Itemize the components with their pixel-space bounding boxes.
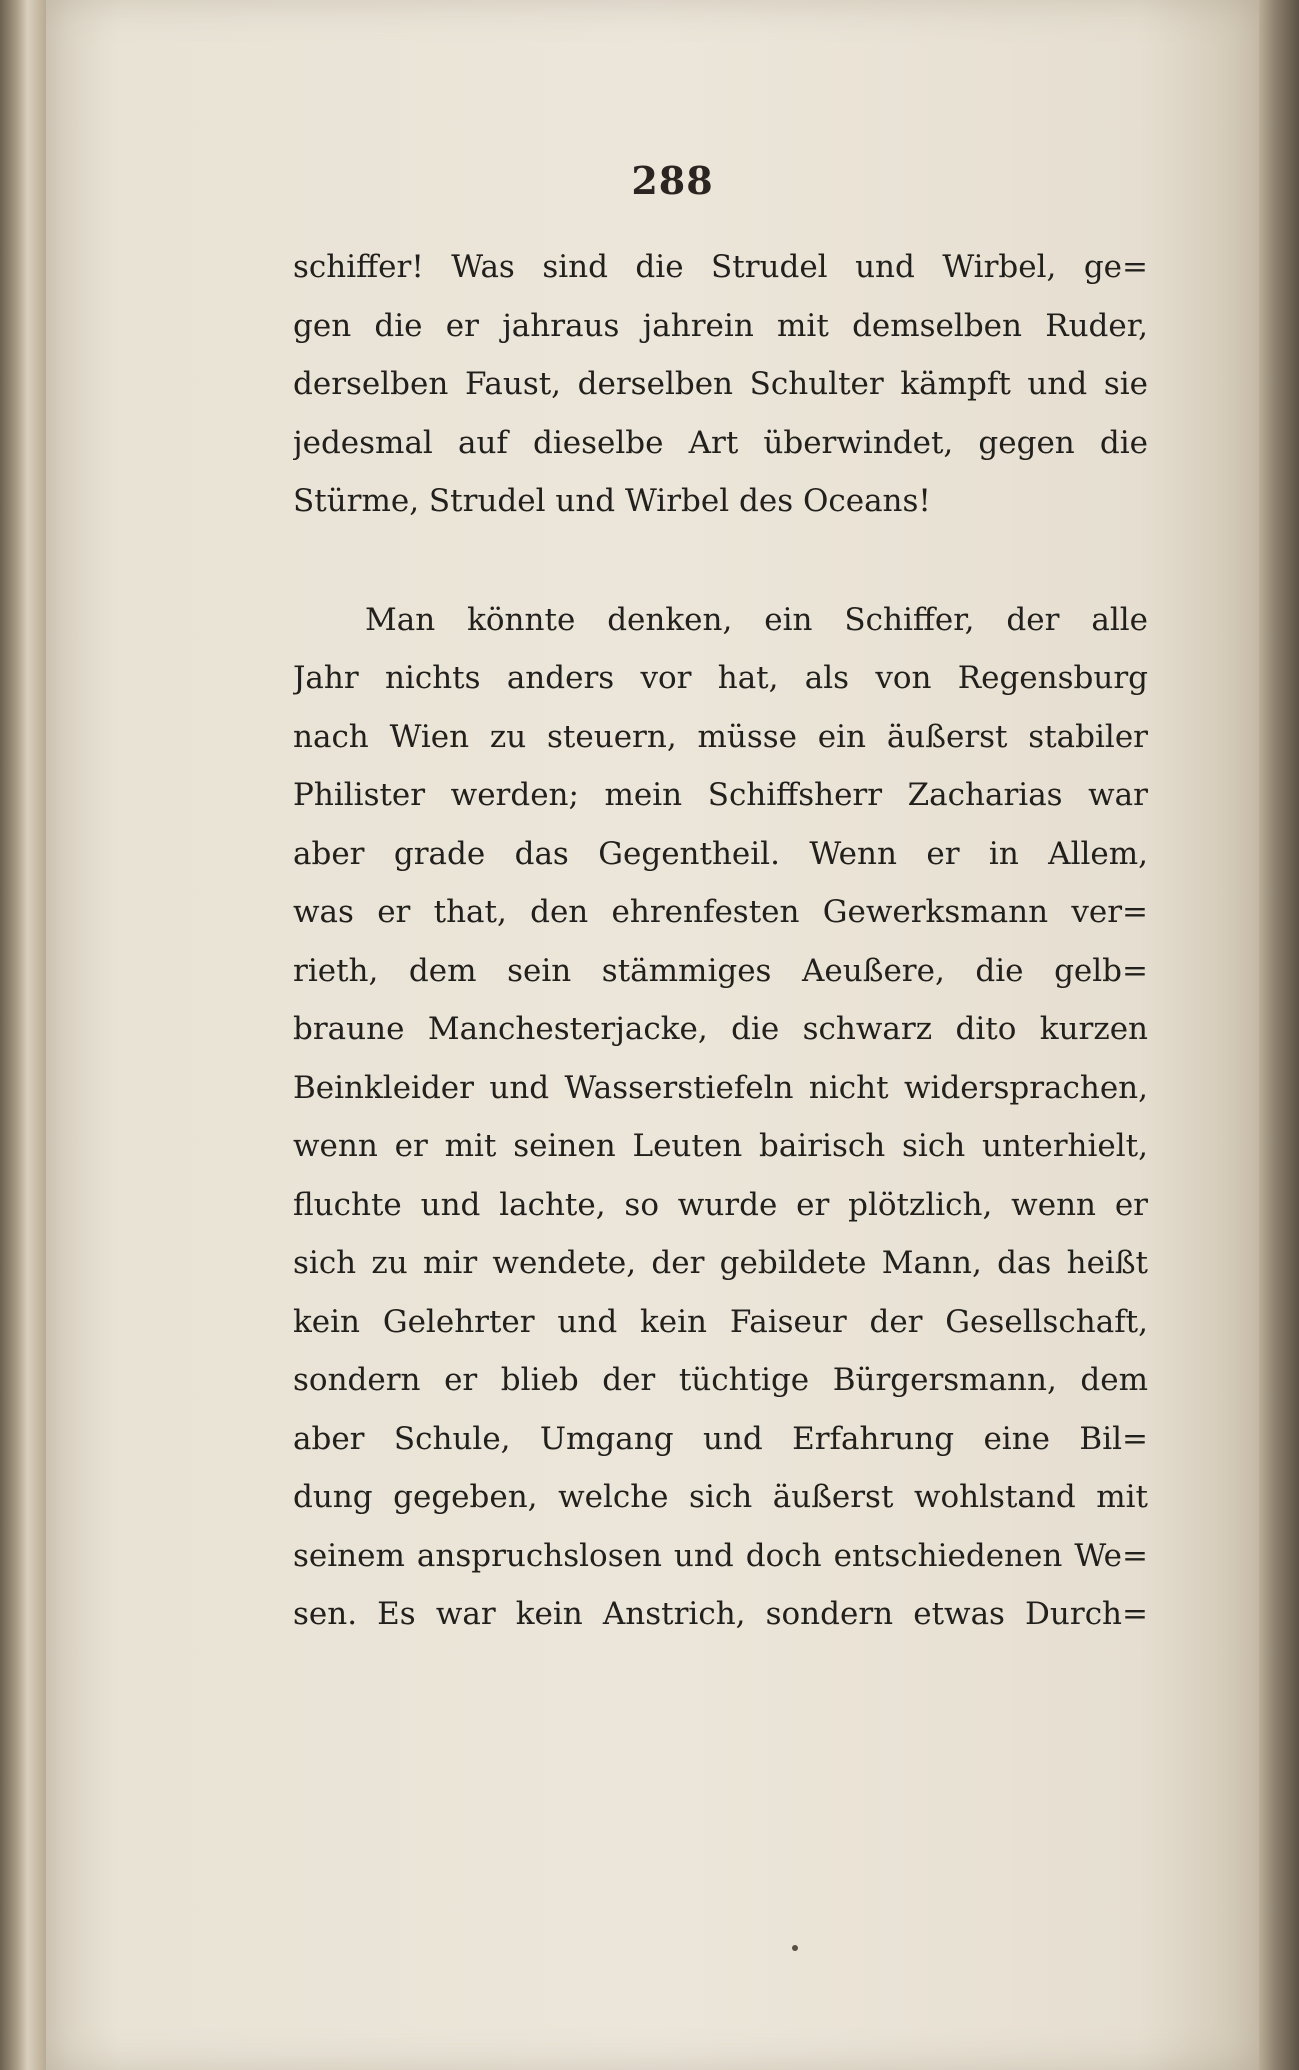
text-line: jedesmal auf dieselbe Art überwindet, gegen die: [293, 424, 1148, 461]
text-line: aber grade das Gegentheil. Wenn er in Allem,: [293, 835, 1148, 872]
text-line: sen. Es war kein Anstrich, sondern etwas Durch=: [293, 1596, 1148, 1632]
text-line: Jahr nichts anders vor hat, als von Regensburg: [293, 660, 1148, 696]
body-text: [293, 238, 1148, 1644]
text-line: was er that, den ehrenfesten Gewerksmann ver=: [293, 894, 1148, 930]
page-number: 288: [631, 158, 714, 203]
text-line: Beinkleider und Wasserstiefeln nicht widersprachen,: [293, 1069, 1148, 1106]
paper-speck: [792, 1945, 798, 1951]
text-line: Philister werden; mein Schiffsherr Zacharias war: [293, 777, 1148, 813]
book-edge-left: [0, 0, 46, 2070]
paragraph: [293, 591, 1148, 1644]
book-edge-right: [1259, 0, 1299, 2070]
paragraph: [293, 238, 1148, 531]
text-line: derselben Faust, derselben Schulter kämpft und sie: [293, 366, 1148, 402]
text-line: fluchte und lachte, so wurde er plötzlich, wenn er: [293, 1186, 1148, 1223]
text-line: seinem anspruchslosen und doch entschiedenen We=: [293, 1537, 1148, 1574]
text-line: rieth, dem sein stämmiges Aeußere, die gelb=: [293, 952, 1148, 989]
text-line: wenn er mit seinen Leuten bairisch sich unterhielt,: [293, 1128, 1148, 1164]
text-line: dung gegeben, welche sich äußerst wohlstand mit: [293, 1479, 1148, 1515]
text-line: schiffer! Was sind die Strudel und Wirbel, ge=: [293, 249, 1148, 285]
text-line: braune Manchesterjacke, die schwarz dito kurzen: [293, 1011, 1148, 1047]
text-line: Stürme, Strudel und Wirbel des Oceans!: [293, 483, 931, 519]
text-line: kein Gelehrter und kein Faiseur der Gesellschaft,: [293, 1303, 1148, 1340]
text-line: sondern er blieb der tüchtige Bürgersmann, dem: [293, 1362, 1148, 1398]
text-line: gen die er jahraus jahrein mit demselben Ruder,: [293, 307, 1148, 344]
text-line: aber Schule, Umgang und Erfahrung eine Bil=: [293, 1420, 1148, 1457]
text-line: sich zu mir wendete, der gebildete Mann, das heißt: [293, 1245, 1148, 1281]
paragraph-gap: [293, 531, 1148, 591]
text-line: nach Wien zu steuern, müsse ein äußerst stabiler: [293, 718, 1148, 755]
text-line: Man könnte denken, ein Schiffer, der alle: [365, 601, 1148, 638]
